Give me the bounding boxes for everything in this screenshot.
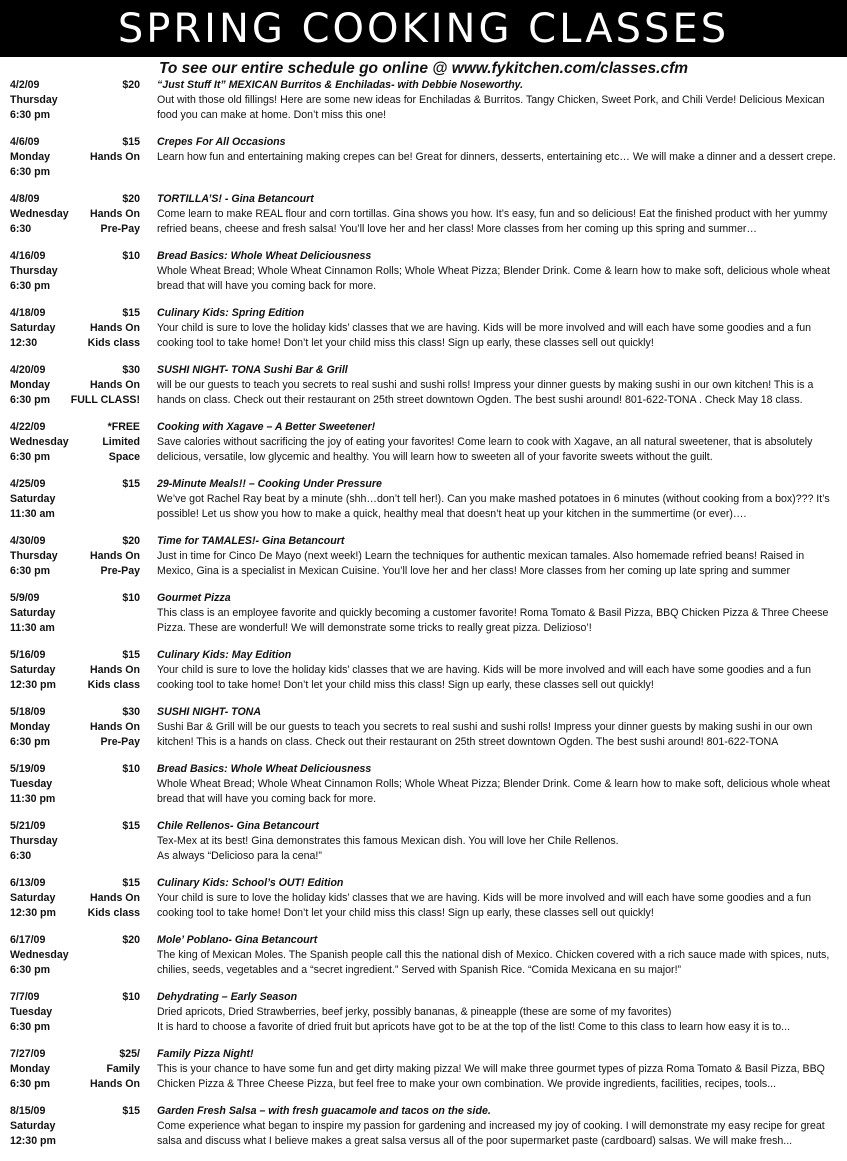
- class-entry: [0, 249, 847, 306]
- class-body: Your child is sure to love the holiday kids’ classes that we are having. Kids will be more involved and will each have some goodies and a fun cooking tool to take home! Don’t let your child miss this class! Sign up early, these classes sell out quickly!: [157, 322, 812, 349]
- class-entry: [0, 192, 847, 249]
- class-day: Tuesday: [10, 778, 53, 790]
- class-entry: [0, 477, 847, 534]
- class-time: 12:30 pm: [10, 679, 56, 691]
- class-body: Out with those old fillings! Here are some new ideas for Enchiladas & Burritos. Tangy Chicken, Sweet Pork, and Chili Verde! Delicious Mexican food you can make at home. Don’t miss this one!: [157, 94, 825, 121]
- class-time: 6:30 pm: [10, 1078, 51, 1090]
- class-entry: [0, 78, 847, 135]
- class-date: 8/15/09: [10, 1105, 46, 1117]
- class-entry: [0, 876, 847, 933]
- class-body: Come experience what began to inspire my passion for gardening and increased my joy of cooking. I will demonstrate my easy recipe for great salsa and discuss what I believe makes a great salsa versus all of the poor supermarket paste (cardboard) salsas. We will make fresh...: [157, 1120, 825, 1147]
- class-time: 6:30 pm: [10, 109, 51, 121]
- class-day: Saturday: [10, 1120, 56, 1132]
- class-title: Mole’ Poblano- Gina Betancourt: [157, 934, 318, 946]
- class-body: Learn how fun and entertaining making crepes can be! Great for dinners, desserts, entertaining etc… We will make a dinner and a dessert crepe.: [157, 151, 836, 163]
- class-entry: [0, 363, 847, 420]
- class-entry: [0, 933, 847, 990]
- class-tag: Hands On: [89, 322, 140, 334]
- class-body: Your child is sure to love the holiday kids’ classes that we are having. Kids will be more involved and will each have some goodies and a fun cooking tool to take home! Don’t let your child miss this class! Sign up early, these classes sell out quickly!: [157, 892, 812, 919]
- class-description: [157, 420, 839, 465]
- class-day: Saturday: [10, 607, 56, 619]
- class-description: [157, 876, 839, 921]
- class-entry: [0, 534, 847, 591]
- class-title: Bread Basics: Whole Wheat Deliciousness: [157, 250, 372, 262]
- class-entry: [0, 819, 847, 876]
- class-tag: Kids class: [87, 337, 140, 349]
- class-day: Thursday: [10, 265, 58, 277]
- class-body: Whole Wheat Bread; Whole Wheat Cinnamon Rolls; Whole Wheat Pizza; Blender Drink. Come & learn how to make soft, delicious whole wheat bread that will have you coming back for more.: [157, 265, 831, 292]
- class-time: 6:30 pm: [10, 166, 51, 178]
- class-body: Dried apricots, Dried Strawberries, beef jerky, possibly bananas, & pineapple (these are some of my favorites) It is hard to choose a favorite of dried fruit but apricots have got to be at the top of the list! Come to this class to learn how easy it is to...: [157, 1006, 791, 1033]
- class-time: 6:30 pm: [10, 736, 51, 748]
- class-date: 4/30/09: [10, 535, 46, 547]
- class-body: Sushi Bar & Grill will be our guests to teach you secrets to real sushi and sushi rolls! Impress your dinner guests by making sushi in our own kitchen! This is a hands on class. Check out their restaurant on 25th street downtown Ogden. The best sushi around! 801-622-TONA: [157, 721, 813, 748]
- class-date: 7/7/09: [10, 991, 40, 1003]
- class-day: Monday: [10, 151, 51, 163]
- class-price: $10: [122, 592, 140, 604]
- class-date: 5/9/09: [10, 592, 40, 604]
- class-time: 6:30: [10, 850, 32, 862]
- class-body: This class is an employee favorite and quickly becoming a customer favorite! Roma Tomato & Basil Pizza, BBQ Chicken Pizza & Three Cheese Pizza. These are wonderful! We will demonstrate some tricks to really great pizza. Delizioso’!: [157, 607, 829, 634]
- class-body: will be our guests to teach you secrets to real sushi and sushi rolls! Impress your dinner guests by making sushi in our own kitchen! This is a hands on class. Check out their restaurant on 25th street downtown Ogden. The best sushi around! 801-622-TONA . Check May 18 class.: [157, 379, 814, 406]
- class-price: $25/: [119, 1048, 140, 1060]
- class-description: [157, 306, 839, 351]
- class-title: Culinary Kids: May Edition: [157, 649, 292, 661]
- class-date: 7/27/09: [10, 1048, 46, 1060]
- class-body: Save calories without sacrificing the joy of eating your favorites! Come learn to cook with Xagave, an all natural sweetener, that is absolutely delicious, versatile, low glycemic and healthy. You will learn how to sweeten all of your favorite sweets without the guilt.: [157, 436, 813, 463]
- class-time: 6:30 pm: [10, 964, 51, 976]
- class-entry: [0, 1047, 847, 1104]
- class-price: $10: [122, 763, 140, 775]
- class-description: [157, 249, 839, 294]
- class-day: Monday: [10, 379, 51, 391]
- class-tag: Limited: [102, 436, 140, 448]
- class-body: Come learn to make REAL flour and corn tortillas. Gina shows you how. It’s easy, fun and so delicious! Eat the finished product with her yummy refried beans, cheese and fresh salsa! You’ll love her and her class! More classes from her coming up this spring and summer…: [157, 208, 828, 235]
- class-price: $15: [122, 307, 140, 319]
- class-body: The king of Mexican Moles. The Spanish people call this the national dish of Mexico. Chicken covered with a rich sauce made with spices, nuts, chilies, seeds, vegetables and a “secret ingredient.” Served with Spanish Rice. “Comida Mexicana en su major!”: [157, 949, 830, 976]
- class-time: 6:30 pm: [10, 280, 51, 292]
- class-title: Crepes For All Occasions: [157, 136, 286, 148]
- class-tag: Hands On: [89, 151, 140, 163]
- class-price: $15: [122, 136, 140, 148]
- class-day: Saturday: [10, 493, 56, 505]
- page-title: SPRING COOKING CLASSES: [117, 5, 730, 52]
- class-entry: [0, 648, 847, 705]
- class-date: 4/25/09: [10, 478, 46, 490]
- class-title: Gourmet Pizza: [157, 592, 231, 604]
- class-tag: Family: [106, 1063, 140, 1075]
- class-tag: Hands On: [89, 664, 140, 676]
- class-tag: Hands On: [89, 721, 140, 733]
- class-description: [157, 990, 839, 1035]
- class-entry: [0, 135, 847, 192]
- class-tag: Pre-Pay: [100, 223, 140, 235]
- class-tag: Pre-Pay: [100, 736, 140, 748]
- class-entry: [0, 990, 847, 1047]
- class-title: 29-Minute Meals!! – Cooking Under Pressure: [157, 478, 382, 490]
- class-entry: [0, 591, 847, 648]
- class-price: $20: [122, 193, 140, 205]
- class-title: Bread Basics: Whole Wheat Deliciousness: [157, 763, 372, 775]
- class-day: Monday: [10, 1063, 51, 1075]
- class-price: $10: [122, 991, 140, 1003]
- class-title: Chile Rellenos- Gina Betancourt: [157, 820, 319, 832]
- class-price: $20: [122, 535, 140, 547]
- class-price: $30: [122, 706, 140, 718]
- class-day: Saturday: [10, 892, 56, 904]
- class-description: [157, 648, 839, 693]
- class-tag: Hands On: [89, 379, 140, 391]
- class-price: $15: [122, 877, 140, 889]
- class-day: Wednesday: [10, 436, 69, 448]
- class-day: Saturday: [10, 664, 56, 676]
- schedule-link-text: To see our entire schedule go online @ www.fykitchen.com/classes.cfm: [158, 60, 689, 77]
- class-description: [157, 591, 839, 636]
- class-time: 11:30 pm: [10, 793, 56, 805]
- class-description: [157, 363, 839, 408]
- class-description: [157, 762, 839, 807]
- class-date: 5/18/09: [10, 706, 46, 718]
- class-price: $15: [122, 820, 140, 832]
- class-tag: Hands On: [89, 1078, 140, 1090]
- class-date: 4/6/09: [10, 136, 40, 148]
- class-time: 11:30 am: [10, 622, 55, 634]
- class-time: 12:30 pm: [10, 1135, 56, 1147]
- class-tag: Kids class: [87, 907, 140, 919]
- class-title: Garden Fresh Salsa – with fresh guacamole and tacos on the side.: [157, 1105, 491, 1117]
- class-title: SUSHI NIGHT- TONA Sushi Bar & Grill: [157, 364, 348, 376]
- class-date: 5/16/09: [10, 649, 46, 661]
- class-date: 5/19/09: [10, 763, 46, 775]
- class-time: 12:30: [10, 337, 38, 349]
- class-entry: [0, 705, 847, 762]
- class-price: $15: [122, 649, 140, 661]
- class-body: Whole Wheat Bread; Whole Wheat Cinnamon Rolls; Whole Wheat Pizza; Blender Drink. Come & learn how to make soft, delicious whole wheat bread that will have you coming back for more.: [157, 778, 831, 805]
- class-title: Dehydrating – Early Season: [157, 991, 298, 1003]
- class-price: $15: [122, 1105, 140, 1117]
- class-date: 6/13/09: [10, 877, 46, 889]
- class-description: [157, 192, 839, 237]
- class-date: 4/2/09: [10, 79, 40, 91]
- class-day: Saturday: [10, 322, 56, 334]
- class-price: $20: [122, 934, 140, 946]
- class-title: TORTILLA’S! - Gina Betancourt: [157, 193, 314, 205]
- class-day: Thursday: [10, 550, 58, 562]
- class-day: Tuesday: [10, 1006, 53, 1018]
- class-title: Culinary Kids: Spring Edition: [157, 307, 305, 319]
- class-day: Wednesday: [10, 949, 69, 961]
- class-day: Wednesday: [10, 208, 69, 220]
- class-price: $15: [122, 478, 140, 490]
- class-description: [157, 819, 839, 864]
- class-body: Tex-Mex at its best! Gina demonstrates this famous Mexican dish. You will love her Chile Rellenos. As always “Delicioso para la cena!”: [157, 835, 619, 862]
- class-date: 4/18/09: [10, 307, 46, 319]
- class-body: This is your chance to have some fun and get dirty making pizza! We will make three gourmet types of pizza Roma Tomato & Basil Pizza, BBQ Chicken Pizza & Three Cheese Pizza, but feel free to make your own combination. We provide ingredients, facilities, recipes, tools...: [157, 1063, 825, 1090]
- class-entry: [0, 1104, 847, 1161]
- class-body: We’ve got Rachel Ray beat by a minute (shh…don’t tell her!). Can you make mashed potatoes in 6 minutes (without cooking from a box)??? It’s possible! Let us show you how to make a quick, healthy meal that doesn’t heat up your kitchen in the summertime (or ever)….: [157, 493, 830, 520]
- class-entry: [0, 762, 847, 819]
- class-day: Thursday: [10, 94, 58, 106]
- class-title: Culinary Kids: School’s OUT! Edition: [157, 877, 344, 889]
- class-tag: Pre-Pay: [100, 565, 140, 577]
- class-price: $30: [122, 364, 140, 376]
- class-date: 4/22/09: [10, 421, 46, 433]
- class-tag: Hands On: [89, 892, 140, 904]
- class-body: Your child is sure to love the holiday kids’ classes that we are having. Kids will be more involved and will each have some goodies and a fun cooking tool to take home! Don’t let your child miss this class! Sign up early, these classes sell out quickly!: [157, 664, 812, 691]
- class-tag: Hands On: [89, 550, 140, 562]
- class-entry: [0, 420, 847, 477]
- class-tag: Space: [108, 451, 140, 463]
- class-time: 12:30 pm: [10, 907, 56, 919]
- class-date: 4/16/09: [10, 250, 46, 262]
- class-title: Time for TAMALES!- Gina Betancourt: [157, 535, 345, 547]
- class-time: 6:30 pm: [10, 1021, 51, 1033]
- class-description: [157, 1047, 839, 1092]
- class-date: 5/21/09: [10, 820, 46, 832]
- class-entry: [0, 306, 847, 363]
- class-description: [157, 477, 839, 522]
- class-description: [157, 933, 839, 978]
- class-time: 6:30 pm: [10, 565, 51, 577]
- class-description: [157, 534, 839, 579]
- class-date: 4/8/09: [10, 193, 40, 205]
- class-title: “Just Stuff It” MEXICAN Burritos & Enchiladas- with Debbie Noseworthy.: [157, 79, 524, 91]
- class-tag: Hands On: [89, 208, 140, 220]
- class-description: [157, 705, 839, 750]
- class-day: Thursday: [10, 835, 58, 847]
- class-time: 6:30: [10, 223, 32, 235]
- class-description: [157, 78, 839, 123]
- class-title: SUSHI NIGHT- TONA: [157, 706, 261, 718]
- class-title: Family Pizza Night!: [157, 1048, 254, 1060]
- class-price: *FREE: [107, 421, 140, 433]
- header-banner: [0, 0, 847, 57]
- class-price: $20: [122, 79, 140, 91]
- class-time: 6:30 pm: [10, 394, 51, 406]
- class-time: 11:30 am: [10, 508, 55, 520]
- class-tag: Kids class: [87, 679, 140, 691]
- class-date: 4/20/09: [10, 364, 46, 376]
- class-price: $10: [122, 250, 140, 262]
- class-day: Monday: [10, 721, 51, 733]
- class-time: 6:30 pm: [10, 451, 51, 463]
- class-description: [157, 1104, 839, 1149]
- class-description: [157, 135, 839, 165]
- class-tag: FULL CLASS!: [70, 394, 140, 406]
- class-title: Cooking with Xagave – A Better Sweetener!: [157, 421, 376, 433]
- class-body: Just in time for Cinco De Mayo (next week!) Learn the techniques for authentic mexican tamales. Also homemade refried beans! Raised in Mexico, Gina is a specialist in Mexican Cuisine. You’ll love her and her class! More classes from her coming up late spring and summer: [157, 550, 805, 577]
- class-list: [0, 78, 847, 1161]
- class-date: 6/17/09: [10, 934, 46, 946]
